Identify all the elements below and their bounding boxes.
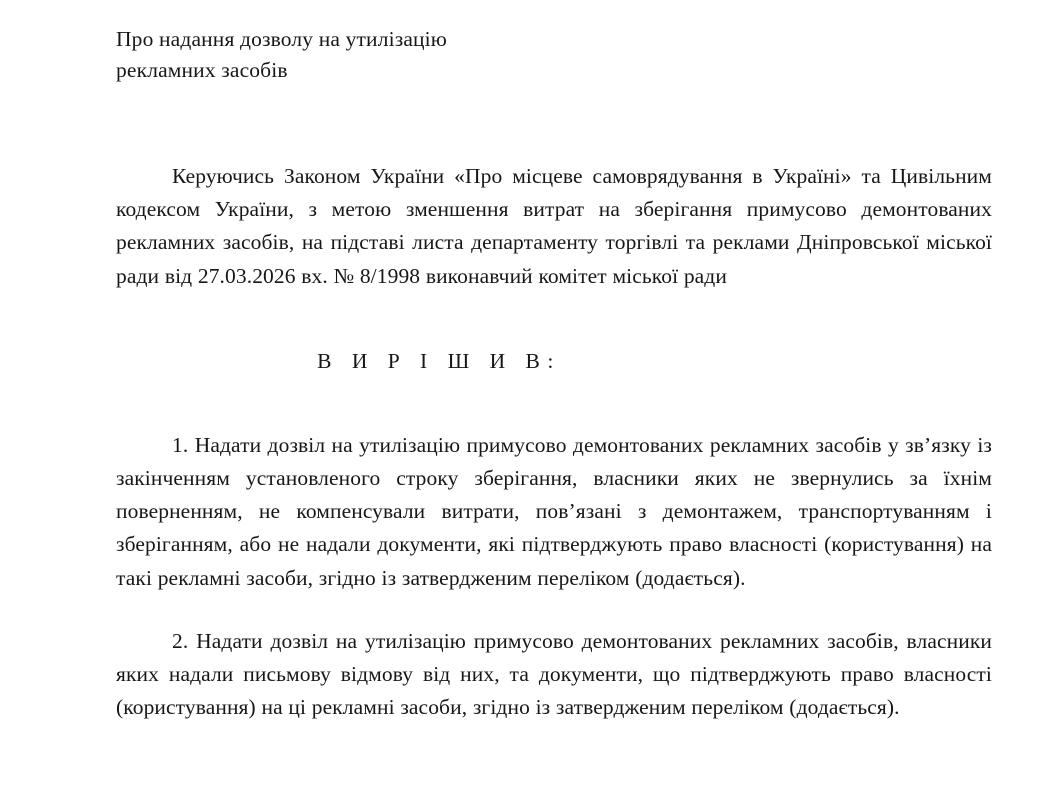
document-body [116, 160, 992, 724]
resolution-heading: В И Р І Ш И В: [317, 348, 561, 373]
spacer-between-items [116, 595, 992, 625]
spacer-below-resolution [116, 378, 992, 429]
preamble-paragraph: Керуючись Законом України «Про місцеве самоврядування в Україні» та Цивільним кодексом України, з метою зменшення витрат на зберігання примусово демонтованих рекламних засобів, на підставі листа департаменту торгівлі та реклами Дніпровської міської ради від 27.03.2026 вх. № 8/1998 виконавчий комітет міської ради [116, 164, 992, 288]
resolution-item-1: 1. Надати дозвіл на утилізацію примусово демонтованих рекламних засобів у зв’язку із закінченням установленого строку зберігання, власники яких не звернулись за їхнім поверненням, не компенсували витрати, пов’язані з демонтажем, транспортуванням і зберіганням, або не надали документи, які підтверджують право власності (користування) на такі рекламні засоби, згідно із затвердженим переліком (додається). [116, 432, 992, 590]
resolution-item-2: 2. Надати дозвіл на утилізацію примусово демонтованих рекламних засобів, власники яких надали письмову відмову від них, та документи, що підтверджують право власності (користування) на ці рекламні засоби, згідно із затвердженим переліком (додається). [116, 628, 992, 720]
document-title-line-2: рекламних засобів [116, 58, 288, 82]
document-content [116, 24, 992, 724]
document-title-line-1: Про надання дозволу на утилізацію [116, 27, 448, 51]
spacer-above-resolution [116, 293, 992, 345]
document-subject-title [116, 24, 546, 86]
